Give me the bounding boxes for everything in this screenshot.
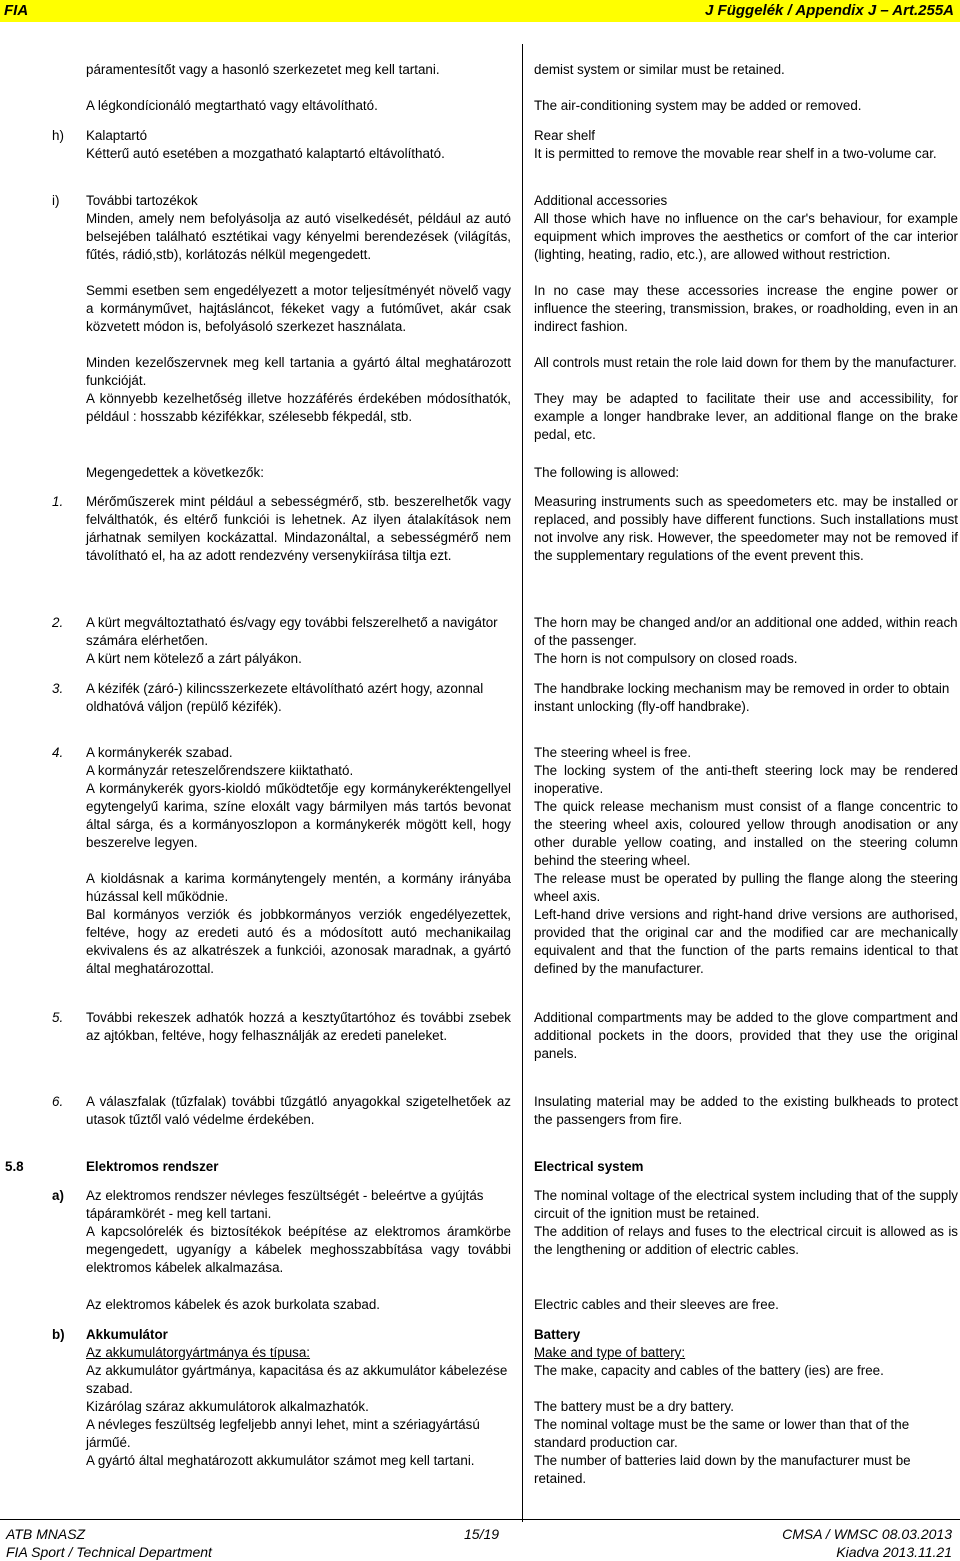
right-i-p3: All controls must retain the role laid down for them by the manufacturer. [534, 355, 957, 370]
right-a-p2: The addition of relays and fuses to the electrical circuit is allowed as is the lengthening or addition of electric cables. [534, 1224, 958, 1257]
left-n6: A válaszfalak (tűzfalak) további tűzgátló anyagokkal szigetelhetőek az utasok tűztől való védelme érdekében. [86, 1094, 511, 1127]
left-n4-e: Bal kormányos verziók és jobbkormányos verziók engedélyezettek, feltéve, hogy az eredeti autó és a módosított autó mechanikailag ekvivalens és az alkatrészek a funkciói, azonosak maradnak, a gyártó által meghatározottal. [86, 907, 511, 976]
page-number: 15/19 [464, 1526, 500, 1542]
right-demist: demist system or similar must be retained. [534, 62, 785, 77]
right-b-p4: The number of batteries laid down by the manufacturer must be retained. [534, 1453, 911, 1486]
right-b-subtitle: Make and type of battery: [534, 1345, 686, 1360]
left-section-number: 5.8 [5, 1159, 24, 1174]
left-demist: páramentesítőt vagy a hasonló szerkezetet meg kell tartani. [86, 62, 440, 77]
left-n6-marker: 6. [52, 1094, 64, 1109]
left-a-p2: A kapcsolórelék és biztosítékok beépítése az elektromos áramkörbe megengedett, ugyanígy a kábelek meghosszabbítása vagy további elektromos kábelek alkalmazása. [86, 1224, 511, 1275]
right-h-title: Rear shelf [534, 128, 596, 143]
right-n2-a: The horn may be changed and/or an additional one added, within reach of the passenger. [534, 615, 958, 648]
right-h-text: It is permitted to remove the movable rear shelf in a two-volume car. [534, 146, 937, 161]
left-a-marker: a) [52, 1188, 64, 1203]
left-n1-marker: 1. [52, 494, 64, 509]
footer-left-2: FIA Sport / Technical Department [6, 1544, 212, 1560]
header-right: J Függelék / Appendix J – Art.255A [705, 2, 954, 19]
left-n2-a: A kürt megváltoztatható és/vagy egy további felszerelhető a navigátor számára elérhetően. [86, 615, 498, 648]
right-section-title: Electrical system [534, 1159, 644, 1174]
right-i-title: Additional accessories [534, 193, 668, 208]
footer-right-2: Kiadva 2013.11.21 [836, 1544, 952, 1560]
header-left: FIA [4, 2, 29, 19]
left-n3-marker: 3. [52, 681, 64, 696]
left-n3: A kézifék (záró-) kilincsszerkezete eltávolítható azért hogy, azonnal oldhatóvá váljon (repülő kézifék). [86, 681, 484, 714]
right-i-p4: They may be adapted to facilitate their use and accessibility, for example a longer handbrake lever, an additional flange on the brake pedal, etc. [534, 391, 958, 442]
left-aircon: A légkondícionáló megtartható vagy eltávolítható. [86, 98, 378, 113]
footer-left-1: ATB MNASZ [6, 1526, 86, 1542]
left-b-p2: Kizárólag száraz akkumulátorok alkalmazhatók. [86, 1399, 369, 1414]
right-aircon: The air-conditioning system may be added or removed. [534, 98, 862, 113]
right-i-p1: All those which have no influence on the car's behaviour, for example equipment which improves the aesthetics or comfort of the car interior (lighting, heating, radio, etc.), are allowed without restriction. [534, 211, 958, 262]
right-a-p1: The nominal voltage of the electrical system including that of the supply circuit of the ignition must be retained. [534, 1188, 958, 1221]
right-n4-c: The quick release mechanism must consist of a flange concentric to the steering wheel axis, coloured yellow through anodisation or any other durable yellow coating, and installed on the steering column behind the steering wheel. [534, 799, 958, 868]
left-n5: További rekeszek adhatók hozzá a kesztyűtartóhoz és további zsebek az ajtókban, feltéve, hogy felhasználják az eredeti paneleket. [86, 1010, 511, 1043]
left-n2-b: A kürt nem kötelező a zárt pályákon. [86, 651, 302, 666]
left-i-p1: Minden, amely nem befolyásolja az autó viselkedését, például az autó belsejében található esztétikai vagy kényelmi berendezések (világítás, fűtés, rádió,stb), korlátozás nélkül megengedett. [86, 211, 511, 262]
left-b-marker: b) [52, 1327, 65, 1342]
left-n4-b: A kormányzár reteszelőrendszere kiiktatható. [86, 763, 354, 778]
left-i-title: További tartozékok [86, 193, 198, 208]
left-a-p3: Az elektromos kábelek és azok burkolata szabad. [86, 1297, 381, 1312]
left-n2-marker: 2. [52, 615, 64, 630]
left-b-p1: Az akkumulátor gyártmánya, kapacitása és az akkumulátor kábelezése szabad. [86, 1363, 508, 1396]
right-n2-b: The horn is not compulsory on closed roads. [534, 651, 798, 666]
left-h-text: Kétterű autó esetében a mozgatható kalaptartó eltávolítható. [86, 146, 445, 161]
right-n4-b: The locking system of the anti-theft steering lock may be rendered inoperative. [534, 763, 958, 796]
left-a-p1: Az elektromos rendszer névleges feszültségét - beleértve a gyújtás tápáramkörét - meg kell tartani. [86, 1188, 484, 1221]
left-b-title: Akkumulátor [86, 1327, 168, 1342]
footer-right-1: CMSA / WMSC 08.03.2013 [782, 1526, 952, 1542]
left-i-p2: Semmi esetben sem engedélyezett a motor teljesítményét növelő vagy a kormányművet, hajtásláncot, fékeket vagy a futóművet, akár csak közvetett módon is, befolyásoló szerkezet használata. [86, 283, 511, 334]
right-n1: Measuring instruments such as speedometers etc. may be installed or replaced, and possibly have different functions. Such installations must not involve any risk. However, the speedometer may not be removed if the supplementary regulations of the event prevent this. [534, 494, 958, 563]
page-footer [0, 1523, 960, 1561]
right-n6: Insulating material may be added to the existing bulkheads to protect the passengers from fire. [534, 1094, 958, 1127]
right-b-p3: The nominal voltage must be the same or lower than that of the standard production car. [534, 1417, 910, 1450]
right-b-p2: The battery must be a dry battery. [534, 1399, 734, 1414]
right-b-title: Battery [534, 1327, 581, 1342]
left-b-p4: A gyártó által meghatározott akkumulátor számot meg kell tartani. [86, 1453, 475, 1468]
left-h-marker: h) [52, 128, 64, 143]
left-n4-a: A kormánykerék szabad. [86, 745, 233, 760]
page-header [0, 0, 960, 22]
left-i-p3: Minden kezelőszervnek meg kell tartania a gyártó által meghatározott funkcióját. [86, 355, 511, 388]
left-b-subtitle: Az akkumulátorgyártmánya és típusa: [86, 1345, 311, 1360]
left-n4-marker: 4. [52, 745, 64, 760]
right-n4-a: The steering wheel is free. [534, 745, 692, 760]
right-n3: The handbrake locking mechanism may be removed in order to obtain instant unlocking (fly-off handbrake). [534, 681, 950, 714]
left-n5-marker: 5. [52, 1010, 64, 1025]
left-n4-d: A kioldásnak a karima kormánytengely mentén, a kormány irányába húzással kell működnie. [86, 871, 511, 904]
left-section-title: Elektromos rendszer [86, 1159, 219, 1174]
column-divider [522, 44, 523, 1522]
right-n4-e: Left-hand drive versions and right-hand drive versions are authorised, provided that the original car and the modified car are mechanically equivalent and that the function of the parts remains identical to that defined by the manufacturer. [534, 907, 958, 976]
left-allowed: Megengedettek a következők: [86, 465, 264, 480]
right-i-p2: In no case may these accessories increase the engine power or influence the steering, transmission, brakes, or roadholding, even in an indirect fashion. [534, 283, 958, 334]
right-allowed: The following is allowed: [534, 465, 680, 480]
right-a-p3: Electric cables and their sleeves are free. [534, 1297, 779, 1312]
left-n1: Mérőműszerek mint például a sebességmérő, stb. beszerelhetők vagy felválthatók, és eltérő funkciói is lehetnek. Az ilyen átalakítások nem járhatnak semilyen kockázattal. Mindazonáltal, a sebességmérő nem távolítható el, ha az adott rendezvény versenykiírása tiltja ezt. [86, 494, 511, 563]
left-i-marker: i) [52, 193, 60, 208]
right-n4-d: The release must be operated by pulling the flange along the steering wheel axis. [534, 871, 958, 904]
footer-rule [0, 1519, 960, 1520]
left-h-title: Kalaptartó [86, 128, 148, 143]
left-i-p4: A könnyebb kezelhetőség illetve hozzáférés érdekében módosíthatók, például : hosszabb kézifékkar, szélesebb fékpedál, stb. [86, 391, 511, 424]
right-b-p1: The make, capacity and cables of the battery (ies) are free. [534, 1363, 884, 1378]
left-n4-c: A kormánykerék gyors-kioldó működtetője egy kormánykeréktengellyel egytengelyű karima, színe eloxált vagy bármilyen más tartós bevonat által sárga, és a kormányoszlopon a kormánykerék mögött kell, hogy beszerelve legyen. [86, 781, 511, 850]
left-b-p3: A névleges feszültség legfeljebb annyi lehet, mint a szériagyártású járműé. [86, 1417, 480, 1450]
right-n5: Additional compartments may be added to the glove compartment and additional pockets in the doors, provided that they use the original panels. [534, 1010, 958, 1061]
